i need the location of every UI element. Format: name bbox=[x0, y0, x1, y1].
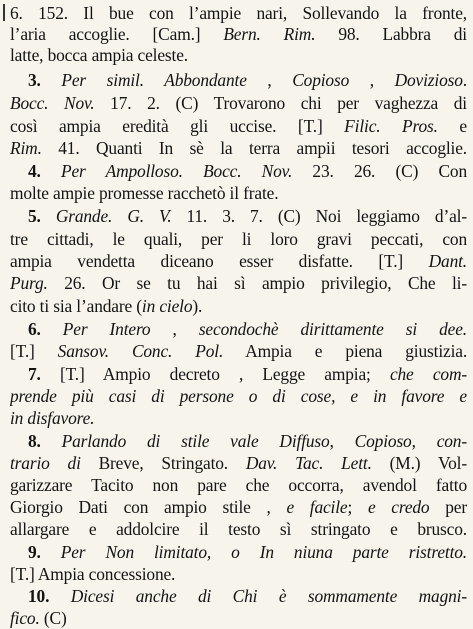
text-run: , bbox=[411, 431, 437, 451]
text-line bbox=[10, 385, 467, 407]
text-run: , bbox=[349, 70, 395, 90]
text-run: con- bbox=[436, 431, 467, 451]
text-run: Per simil. Abbondante bbox=[40, 70, 247, 90]
text-run: Dav. Tac. Lett. bbox=[245, 453, 372, 473]
text-run: cito ti sia l’andare ( bbox=[10, 296, 142, 316]
text-line bbox=[10, 92, 467, 114]
text-run: 98. Labbra di bbox=[315, 24, 467, 44]
text-run: Dant. bbox=[428, 251, 467, 271]
text-run: per bbox=[429, 497, 467, 517]
text-line bbox=[10, 518, 467, 540]
text-line bbox=[10, 496, 467, 518]
text-run: l’aria accoglie. [Cam.] bbox=[10, 24, 224, 44]
text-run: Copioso bbox=[292, 70, 350, 90]
text-run: Giorgio Dati con ampio stile , bbox=[10, 497, 287, 517]
text-line bbox=[10, 585, 467, 607]
text-run: allargare e addolcire il testo sì stringato e brusco. bbox=[10, 519, 467, 539]
text-run: Parlando di stile vale Diffuso bbox=[40, 431, 330, 451]
text-run: 41. Quanti In sè la terra ampii tesori accoglie. bbox=[41, 138, 467, 158]
text-run: Sansov. Conc. Pol. bbox=[57, 341, 224, 361]
text-run: ; bbox=[347, 497, 368, 517]
text-run: , bbox=[329, 431, 355, 451]
text-run: 4. bbox=[28, 161, 41, 181]
text-line bbox=[10, 250, 467, 272]
text-line bbox=[10, 541, 467, 563]
text-line bbox=[10, 563, 467, 585]
text-line bbox=[10, 228, 467, 250]
text-line bbox=[10, 318, 467, 340]
text-run: Per Ampolloso. Bocc. Nov. bbox=[40, 161, 293, 181]
text-run: Per Non limitato, o In niuna parte ristretto. bbox=[40, 542, 467, 562]
text-line bbox=[10, 23, 467, 45]
text-run: ampia vendetta diceano esser disfatte. [T.] bbox=[10, 251, 429, 271]
text-run: Rim. bbox=[10, 138, 42, 158]
text-run: 8. bbox=[28, 431, 41, 451]
text-run: trario di bbox=[10, 453, 81, 473]
text-line bbox=[10, 160, 467, 182]
text-run: (M.) Vol- bbox=[371, 453, 467, 473]
text-run: Bocc. Nov. bbox=[10, 93, 95, 113]
text-run: e bbox=[437, 116, 467, 136]
text-line bbox=[10, 115, 467, 137]
text-run: garizzare Tacito non pare che occorra, avendol fatto bbox=[10, 475, 467, 495]
text-line bbox=[10, 44, 467, 66]
text-run: [T.] bbox=[10, 341, 58, 361]
text-run: e credo bbox=[367, 497, 430, 517]
text-run: 5. bbox=[28, 206, 41, 226]
text-run: Breve, Stringato. bbox=[80, 453, 246, 473]
text-run: Bern. Rim. bbox=[223, 24, 316, 44]
text-run: che com- bbox=[389, 364, 467, 384]
text-line bbox=[10, 272, 467, 294]
text-line bbox=[10, 407, 467, 429]
text-run: e facile bbox=[286, 497, 348, 517]
text-run: latte, bocca ampia celeste. bbox=[10, 45, 188, 65]
text-run: 23. 26. (C) Con bbox=[292, 161, 467, 181]
text-run: prende più casi di persone o di cose, e in favore e bbox=[10, 386, 467, 406]
text-run: secondochè dirittamente si dee. bbox=[198, 319, 467, 339]
margin-bar bbox=[3, 4, 5, 21]
text-run: così ampia eredità gli uccise. [T.] bbox=[10, 116, 345, 136]
text-line bbox=[10, 430, 467, 452]
text-run: [T.] Ampia concessione. bbox=[10, 564, 176, 584]
text-run: fico. bbox=[10, 608, 40, 628]
text-run: Dicesi anche di Chi è sommamente magni- bbox=[49, 586, 467, 606]
text-run: 7. bbox=[28, 364, 41, 384]
text-run: (C) bbox=[39, 608, 67, 628]
text-line bbox=[10, 137, 467, 159]
text-line bbox=[10, 340, 467, 362]
text-line bbox=[10, 182, 467, 204]
text-run: Grande. G. V. bbox=[40, 206, 172, 226]
text-run: Purg. bbox=[10, 273, 48, 293]
text-run: Ampia e piena giustizia. bbox=[223, 341, 467, 361]
text-run: 26. Or se tu hai sì ampio privilegio, Che li- bbox=[47, 273, 467, 293]
text-run: Copioso bbox=[354, 431, 412, 451]
text-line bbox=[10, 363, 467, 385]
text-line bbox=[10, 474, 467, 496]
text-line bbox=[10, 607, 467, 629]
text-line bbox=[10, 69, 467, 91]
text-run: 11. 3. 7. (C) Noi leggiamo d’al- bbox=[171, 206, 467, 226]
text-run: 6. bbox=[28, 319, 41, 339]
text-line bbox=[10, 2, 467, 24]
text-run: Filic. Pros. bbox=[344, 116, 438, 136]
text-run: 17. 2. (C) Trovarono chi per vaghezza di bbox=[94, 93, 467, 113]
text-run: , bbox=[246, 70, 293, 90]
text-run: 10. bbox=[28, 586, 50, 606]
text-line bbox=[10, 452, 467, 474]
text-run: 3. bbox=[28, 70, 41, 90]
text-run: . bbox=[462, 70, 467, 90]
text-run: molte ampie promesse racchetò il frate. bbox=[10, 183, 279, 203]
text-run: Dovizioso bbox=[394, 70, 463, 90]
text-run: tre cittadi, le quali, per li loro gravi peccati, con bbox=[10, 229, 467, 249]
text-line bbox=[10, 295, 467, 317]
text-line bbox=[10, 205, 467, 227]
text-run: ). bbox=[192, 296, 203, 316]
text-run: 6. 152. Il bue con l’ampie nari, Sollevando la fronte, bbox=[10, 3, 467, 23]
text-run: in cielo bbox=[141, 296, 193, 316]
text-run: Per Intero bbox=[40, 319, 151, 339]
text-run: 9. bbox=[28, 542, 41, 562]
text-run: [T.] Ampio decreto , Legge ampia; bbox=[40, 364, 390, 384]
text-run: in disfavore. bbox=[10, 408, 95, 428]
text-run: , bbox=[150, 319, 199, 339]
